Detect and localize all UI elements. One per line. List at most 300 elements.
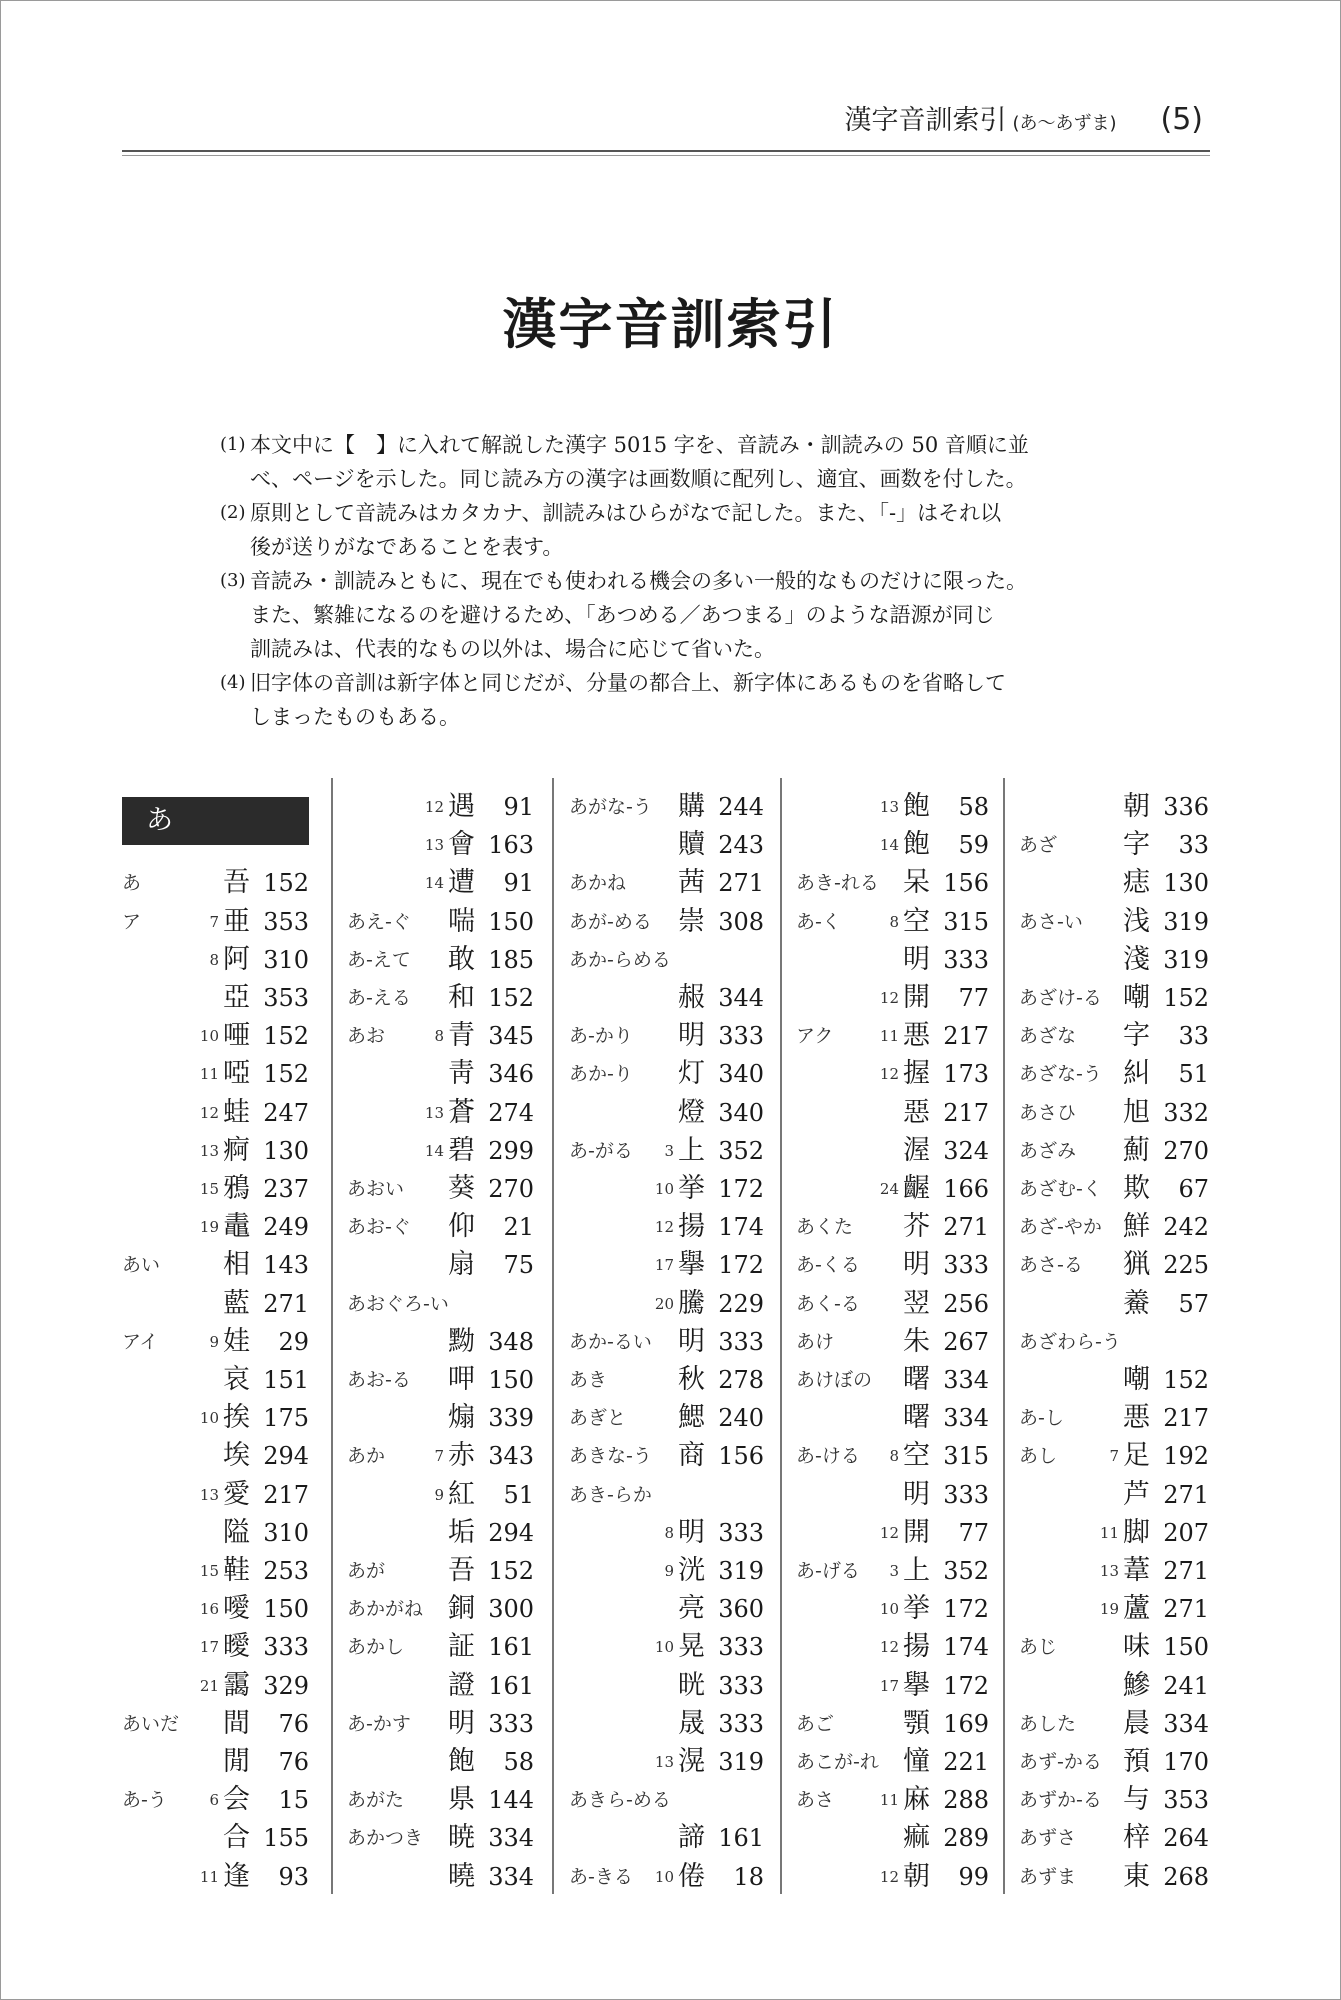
stroke-count: 17 [199, 1638, 219, 1657]
index-entry [1019, 1782, 1209, 1818]
kanji: 啞 [223, 1058, 250, 1090]
index-entry [569, 1171, 764, 1207]
kanji: 薊 [1123, 1134, 1150, 1166]
index-entry [1019, 827, 1209, 863]
page-ref: 271 [1163, 1557, 1209, 1585]
index-entry [1019, 1095, 1209, 1131]
index-entry [122, 1553, 309, 1589]
index-entry [796, 1286, 989, 1322]
note-line: しまったものもある。 [250, 705, 460, 729]
page-ref: 151 [263, 1366, 309, 1394]
page-ref: 324 [943, 1136, 989, 1165]
reading: アイ [122, 1330, 159, 1353]
page-ref: 348 [488, 1327, 534, 1356]
note-number: (1) [220, 434, 246, 455]
page-number: (5) [1160, 102, 1203, 137]
page-ref: 33 [1178, 1022, 1209, 1051]
kanji: 揚 [678, 1211, 705, 1243]
index-entry [569, 1820, 764, 1856]
page-ref: 76 [278, 1709, 309, 1738]
page-ref: 166 [943, 1175, 989, 1203]
reading: あかし [347, 1636, 405, 1659]
index-entry [569, 1668, 764, 1704]
kanji: 明 [903, 943, 930, 975]
reading: あおぐろ-い [347, 1292, 449, 1315]
page-ref: 333 [263, 1633, 309, 1662]
page-ref: 243 [718, 831, 764, 860]
index-entry [796, 1782, 989, 1818]
page-ref: 75 [503, 1251, 534, 1280]
reading: あざみ [1019, 1139, 1077, 1162]
page-ref: 340 [718, 1098, 764, 1127]
reading: あ-えて [347, 948, 411, 971]
page-ref: 271 [263, 1289, 309, 1318]
index-entry [569, 1591, 764, 1627]
index-entry [347, 1553, 534, 1589]
page-ref: 319 [1163, 945, 1209, 974]
reading: あさひ [1019, 1101, 1077, 1124]
kanji: 葵 [448, 1173, 475, 1204]
kanji: 埃 [223, 1440, 250, 1472]
page-ref: 170 [1163, 1748, 1209, 1776]
index-entry [122, 1477, 309, 1513]
page-ref: 150 [1163, 1633, 1209, 1662]
kanji: 和 [448, 982, 475, 1013]
index-column-4 [796, 778, 989, 1894]
kanji: 足 [1123, 1440, 1150, 1472]
index-entry [122, 1820, 309, 1856]
page-ref: 173 [943, 1060, 989, 1089]
index-entry [796, 1362, 989, 1398]
kanji: 灯 [678, 1058, 705, 1090]
reading: あぎと [569, 1407, 627, 1430]
kanji: 県 [448, 1784, 475, 1816]
kanji: 淺 [1123, 943, 1150, 975]
kanji-index [122, 778, 1214, 1894]
reading: あずか-る [1019, 1789, 1102, 1812]
reading: あ-う [122, 1789, 167, 1812]
reading: あ-くる [796, 1254, 860, 1277]
page-ref: 156 [718, 1442, 764, 1471]
page-ref: 225 [1163, 1251, 1209, 1280]
index-entry [122, 1591, 309, 1627]
reading: あざ-やか [1019, 1216, 1102, 1239]
index-entry [1019, 1286, 1209, 1322]
section-heading: あ [122, 797, 309, 845]
kanji: 藍 [223, 1287, 250, 1319]
reading: あざむ-く [1019, 1178, 1102, 1200]
kanji: 痲 [903, 1822, 930, 1854]
page-ref: 319 [718, 1748, 764, 1776]
stroke-count: 9 [434, 1485, 444, 1504]
index-entry [1019, 1018, 1209, 1054]
reading: あけ [796, 1330, 835, 1353]
page-ref: 319 [718, 1557, 764, 1585]
index-entry [569, 1209, 764, 1245]
stroke-count: 9 [209, 1332, 219, 1351]
index-entry [569, 1133, 764, 1169]
note-line: 訓読みは、代表的なもの以外は、場合に応じて省いた。 [250, 637, 775, 661]
page-ref: 185 [488, 945, 534, 974]
note-item [220, 564, 1120, 666]
page-ref: 152 [263, 1060, 309, 1089]
page-ref: 343 [488, 1442, 534, 1471]
stroke-count: 11 [1099, 1523, 1119, 1542]
stroke-count: 7 [209, 912, 219, 931]
stroke-count: 19 [199, 1218, 219, 1237]
kanji: 喘 [448, 905, 475, 937]
kanji: 齷 [903, 1173, 930, 1204]
index-entry [347, 1668, 534, 1704]
stroke-count: 12 [879, 1638, 899, 1657]
page-ref: 264 [1163, 1824, 1209, 1853]
page-ref: 172 [718, 1175, 764, 1203]
page-ref: 221 [943, 1748, 989, 1776]
kanji: 噯 [223, 1593, 250, 1625]
index-entry [796, 865, 989, 901]
index-entry [1019, 1668, 1209, 1704]
reading: あこが-れ [796, 1751, 879, 1773]
page-ref: 310 [263, 945, 309, 974]
kanji: 飽 [903, 791, 930, 822]
index-entry [796, 1477, 989, 1513]
stroke-count: 10 [654, 1867, 674, 1886]
page-ref: 192 [1163, 1442, 1209, 1471]
page-ref: 353 [1163, 1786, 1209, 1815]
page-ref: 270 [488, 1175, 534, 1203]
kanji: 味 [1123, 1631, 1150, 1663]
kanji: 亮 [678, 1593, 705, 1625]
reading: あず-かる [1019, 1751, 1102, 1773]
kanji: 敢 [448, 943, 475, 975]
kanji: 蛙 [223, 1096, 250, 1128]
kanji: 痾 [223, 1134, 250, 1166]
reading: あく-る [796, 1292, 860, 1315]
page-ref: 76 [278, 1748, 309, 1776]
reading: ア [122, 910, 142, 933]
kanji: 靑 [448, 1058, 475, 1090]
kanji: 靄 [223, 1669, 250, 1701]
reading: あ-かす [347, 1712, 411, 1735]
index-entry [569, 1286, 764, 1322]
kanji: 証 [448, 1631, 475, 1663]
kanji: 曖 [223, 1631, 250, 1663]
kanji: 猟 [1123, 1249, 1150, 1281]
page-ref: 271 [943, 1213, 989, 1242]
stroke-count: 13 [199, 1485, 219, 1504]
stroke-count: 24 [879, 1180, 899, 1198]
index-entry [347, 904, 534, 940]
stroke-count: 8 [889, 912, 899, 931]
reading: あさ-る [1019, 1254, 1083, 1277]
stroke-count: 8 [889, 1447, 899, 1466]
index-entry [569, 1362, 764, 1398]
reading: あお-ぐ [347, 1216, 411, 1239]
kanji: 亜 [223, 905, 250, 937]
page-ref: 229 [718, 1289, 764, 1318]
index-entry [347, 1629, 534, 1665]
index-entry [569, 1706, 764, 1742]
index-entry [347, 1400, 534, 1436]
page-ref: 93 [278, 1862, 309, 1891]
index-entry [796, 980, 989, 1016]
index-entry [1019, 1171, 1209, 1207]
page-ref: 130 [263, 1136, 309, 1165]
header-rule [122, 150, 1210, 152]
page-ref: 237 [263, 1175, 309, 1203]
stroke-count: 10 [879, 1600, 899, 1619]
kanji: 揚 [903, 1631, 930, 1663]
index-entry [122, 1400, 309, 1436]
index-entry [1019, 904, 1209, 940]
page-ref: 271 [1163, 1595, 1209, 1624]
reading: あざな [1019, 1025, 1077, 1048]
page-ref: 58 [958, 793, 989, 821]
kanji: 明 [678, 1516, 705, 1548]
reading: あがな-う [569, 796, 652, 818]
page-ref: 334 [943, 1404, 989, 1433]
stroke-count: 16 [199, 1600, 219, 1619]
page-ref: 91 [503, 793, 534, 821]
kanji: 麻 [903, 1784, 930, 1816]
reading: あざ [1019, 834, 1058, 857]
kanji: 飽 [448, 1746, 475, 1777]
page-ref: 247 [263, 1098, 309, 1127]
reading: あおい [347, 1178, 405, 1200]
kanji: 晟 [678, 1707, 705, 1739]
kanji: 顎 [903, 1707, 930, 1739]
index-entry [347, 1133, 534, 1169]
index-entry [796, 1324, 989, 1360]
index-entry [347, 1744, 534, 1780]
stroke-count: 15 [199, 1562, 219, 1580]
page-ref: 172 [943, 1671, 989, 1700]
reading: あかがね [347, 1598, 424, 1621]
kanji: 東 [1123, 1860, 1150, 1892]
running-header [844, 98, 1203, 137]
kanji: 呷 [448, 1364, 475, 1395]
index-entry [796, 1820, 989, 1856]
page-ref: 18 [733, 1862, 764, 1891]
kanji: 浅 [1123, 905, 1150, 937]
kanji: 字 [1123, 1020, 1150, 1052]
stroke-count: 13 [199, 1141, 219, 1160]
index-entry [347, 1438, 534, 1474]
index-entry [347, 1782, 534, 1818]
page-ref: 156 [943, 869, 989, 898]
index-entry [796, 904, 989, 940]
kanji: 紅 [448, 1478, 475, 1510]
kanji: 暁 [448, 1822, 475, 1854]
reading: あか-るい [569, 1330, 652, 1353]
page-ref: 91 [503, 869, 534, 898]
page-ref: 152 [488, 984, 534, 1012]
page-ref: 253 [263, 1557, 309, 1585]
page-ref: 268 [1163, 1862, 1209, 1891]
page-ref: 144 [488, 1786, 534, 1815]
reading: あ-かり [569, 1025, 633, 1048]
page-ref: 270 [1163, 1136, 1209, 1165]
stroke-count: 13 [654, 1753, 674, 1771]
page-ref: 334 [488, 1824, 534, 1853]
kanji: 糾 [1123, 1058, 1150, 1090]
index-entry [122, 865, 309, 901]
page-ref: 161 [488, 1633, 534, 1662]
stroke-count: 20 [654, 1294, 674, 1313]
page-ref: 130 [1163, 869, 1209, 898]
note-item [220, 666, 1120, 734]
reading: あがた [347, 1789, 405, 1812]
page-ref: 152 [263, 1022, 309, 1051]
kanji: 煽 [448, 1402, 475, 1434]
stroke-count: 12 [879, 1523, 899, 1542]
page-ref: 278 [718, 1366, 764, 1394]
kanji: 隘 [223, 1516, 250, 1548]
index-entry [122, 1515, 309, 1551]
reading: あき-らか [569, 1483, 652, 1506]
kanji: 旭 [1123, 1096, 1150, 1128]
index-entry [347, 1515, 534, 1551]
page-ref: 77 [958, 1518, 989, 1547]
kanji: 哀 [223, 1364, 250, 1395]
index-entry [347, 789, 534, 825]
index-entry [569, 1477, 764, 1513]
note-line: 原則として音読みはカタカナ、訓読みはひらがなで記した。また、「-」はそれ以 [250, 501, 1002, 525]
reading: あきな-う [569, 1445, 652, 1468]
kanji: 愛 [223, 1478, 250, 1510]
kanji: 字 [1123, 829, 1150, 861]
index-entry [1019, 1591, 1209, 1627]
index-entry [1019, 789, 1209, 825]
kanji: 鞋 [223, 1555, 250, 1586]
page-ref: 240 [718, 1404, 764, 1433]
index-entry [347, 1095, 534, 1131]
kanji: 碧 [448, 1134, 475, 1166]
stroke-count: 12 [879, 989, 899, 1007]
stroke-count: 9 [664, 1562, 674, 1580]
reading: あ [122, 872, 142, 895]
kanji: 鴉 [223, 1173, 250, 1204]
reading: あかつき [347, 1827, 424, 1850]
reading: あずさ [1019, 1827, 1077, 1850]
index-entry [796, 1629, 989, 1665]
page-ref: 150 [488, 1366, 534, 1394]
kanji: 痣 [1123, 867, 1150, 899]
index-entry [122, 1438, 309, 1474]
reading: あか-らめる [569, 948, 671, 971]
note-number: (4) [220, 672, 246, 693]
stroke-count: 7 [1109, 1447, 1119, 1466]
page-ref: 161 [718, 1824, 764, 1853]
header-rule-thin [122, 155, 1210, 156]
page-ref: 51 [503, 1480, 534, 1509]
page-ref: 51 [1178, 1060, 1209, 1089]
index-entry [1019, 1820, 1209, 1856]
index-entry [796, 1668, 989, 1704]
kanji: 吾 [448, 1555, 475, 1586]
page-ref: 308 [718, 907, 764, 936]
index-entry [1019, 1553, 1209, 1589]
index-entry [796, 1056, 989, 1092]
reading: あいだ [122, 1712, 180, 1735]
stroke-count: 21 [199, 1676, 219, 1695]
reading: アク [796, 1025, 834, 1048]
kanji: 騰 [678, 1287, 705, 1319]
stroke-count: 17 [654, 1256, 674, 1275]
index-entry [796, 1400, 989, 1436]
index-entry [122, 980, 309, 1016]
reading: あえ-ぐ [347, 910, 411, 933]
page-ref: 333 [943, 1480, 989, 1509]
index-entry [1019, 942, 1209, 978]
index-entry [122, 1171, 309, 1207]
running-header-range: (あ～あずま) [1012, 113, 1117, 134]
index-entry [347, 1247, 534, 1283]
note-number: (2) [220, 502, 246, 523]
reading: あが-める [569, 910, 652, 933]
index-entry [569, 1553, 764, 1589]
index-entry [569, 1400, 764, 1436]
index-entry [569, 1056, 764, 1092]
kanji: 上 [678, 1134, 705, 1166]
kanji: 唖 [223, 1020, 250, 1052]
reading: あき [569, 1369, 608, 1391]
kanji: 飽 [903, 829, 930, 861]
index-entry [569, 942, 764, 978]
page-ref: 288 [943, 1786, 989, 1815]
kanji: 逢 [223, 1860, 250, 1892]
reading: あさ-い [1019, 910, 1083, 933]
kanji: 渥 [903, 1134, 930, 1166]
index-entry [122, 942, 309, 978]
page-ref: 315 [943, 907, 989, 936]
kanji: 脚 [1123, 1516, 1150, 1548]
stroke-count: 13 [424, 1103, 444, 1122]
kanji: 欺 [1123, 1173, 1150, 1204]
kanji: 閒 [223, 1746, 250, 1777]
page-ref: 174 [718, 1213, 764, 1242]
index-column-3 [569, 778, 764, 1894]
reading: あ-げる [796, 1560, 860, 1582]
index-entry [569, 1247, 764, 1283]
page-ref: 353 [263, 907, 309, 936]
reading: あざな-う [1019, 1063, 1102, 1086]
stroke-count: 19 [1099, 1600, 1119, 1619]
reading: あご [796, 1712, 835, 1735]
index-entry [347, 1018, 534, 1054]
page-ref: 339 [488, 1404, 534, 1433]
index-entry [122, 1744, 309, 1780]
kanji: 赧 [678, 982, 705, 1013]
index-entry [122, 1668, 309, 1704]
index-entry [347, 1477, 534, 1513]
index-entry [122, 1247, 309, 1283]
kanji: 諦 [678, 1822, 705, 1854]
page-ref: 333 [718, 1518, 764, 1547]
kanji: 明 [448, 1707, 475, 1739]
index-entry [569, 1438, 764, 1474]
kanji: 購 [678, 791, 705, 822]
page-ref: 217 [943, 1022, 989, 1051]
kanji: 嘲 [1123, 1364, 1150, 1395]
kanji: 開 [903, 1516, 930, 1548]
reading: あ-がる [569, 1139, 633, 1162]
index-entry [569, 789, 764, 825]
kanji: 嘲 [1123, 982, 1150, 1013]
index-entry [347, 1171, 534, 1207]
kanji: 与 [1123, 1784, 1150, 1816]
index-entry [796, 827, 989, 863]
